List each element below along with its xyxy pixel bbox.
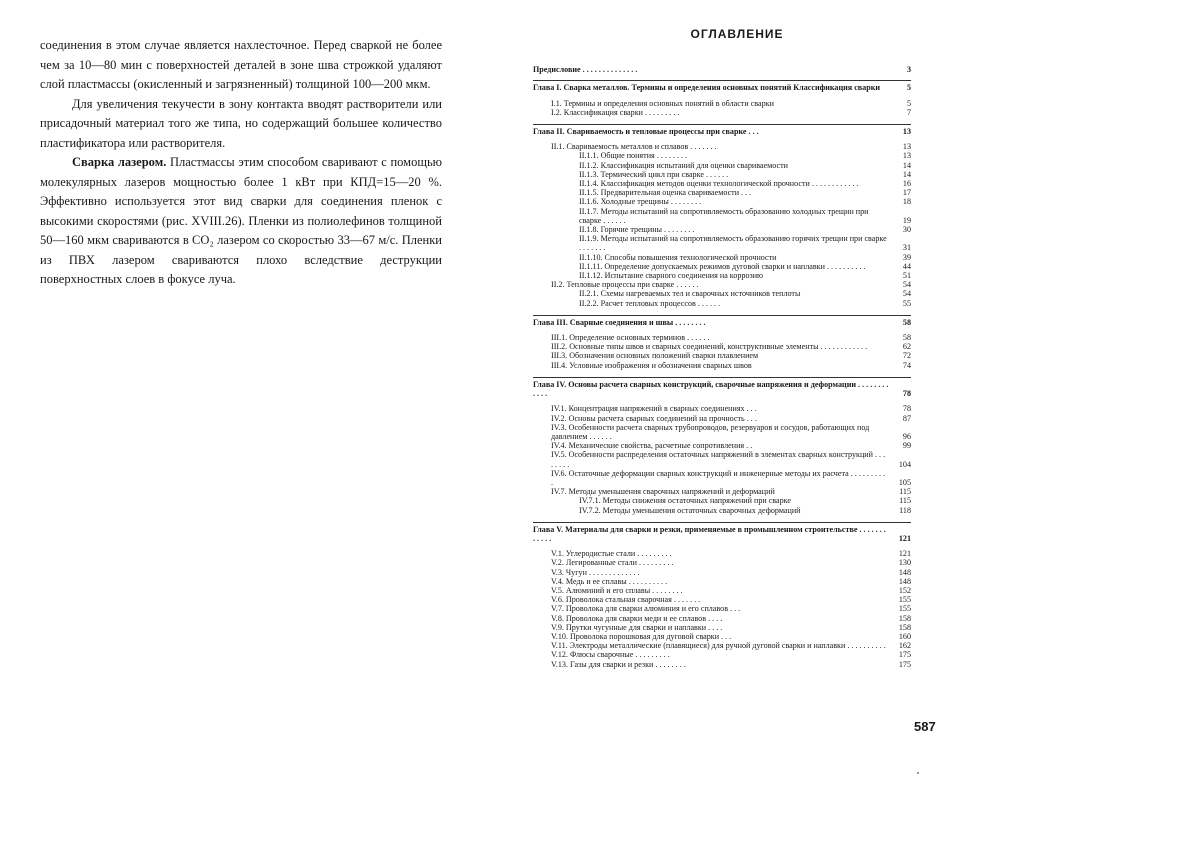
toc-item-page: 7 [906, 107, 911, 117]
toc-item-title: I.1. Термины и определения основных понятий в области сварки [551, 98, 774, 108]
toc-chapter-page: 121 [898, 533, 911, 543]
toc-item-page: 30 [902, 225, 911, 235]
toc-item-title: II.1.1. Общие понятия . . . . . . . . [579, 151, 688, 161]
toc-item-title: III.1. Определение основных терминов . . . . . . [551, 333, 710, 343]
toc-item-title: II.1.7. Методы испытаний на сопротивляемость образованию холодных трещин при сварке . . . . . . [579, 206, 869, 225]
toc-chapter-title: Глава V. Материалы для сварки и резки, применяемые в промышленном строительстве . . . . . . . . . . . . [533, 524, 886, 543]
toc-item [533, 558, 911, 567]
toc-item-page: 158 [898, 622, 911, 632]
toc-item-page: 14 [902, 169, 911, 179]
toc-item-page: 175 [898, 650, 911, 660]
toc-item-title: II.1.6. Холодные трещины . . . . . . . . [579, 197, 702, 207]
toc-chapter [533, 377, 911, 398]
toc-item [533, 299, 911, 308]
toc-item-title: IV.7.1. Методы снижения остаточных напряжений при сварке [579, 496, 791, 506]
toc-item-page: 105 [898, 477, 911, 487]
toc-item-page: 14 [902, 160, 911, 170]
toc-item-title: II.1.11. Определение допускаемых режимов дуговой сварки и наплавки . . . . . . . . . . [579, 261, 866, 271]
toc-title: ОГЛАВЛЕНИЕ [690, 27, 784, 41]
toc-item [533, 641, 911, 650]
toc-item-title: IV.1. Концентрация напряжений в сварных соединениях . . . [551, 404, 757, 414]
toc-item [533, 660, 911, 669]
toc-item [533, 614, 911, 623]
toc-chapter-page: 58 [902, 317, 911, 327]
toc-chapter-title: Глава I. Сварка металлов. Термины и определения основных понятий Классификация сварки [533, 83, 881, 93]
toc-item-page: 121 [898, 549, 911, 559]
toc-item-page: 99 [902, 441, 911, 451]
toc-item [533, 197, 911, 206]
toc-item-page: 115 [899, 487, 911, 497]
toc-chapter [533, 124, 911, 136]
toc-item [533, 289, 911, 298]
toc-item [533, 549, 911, 558]
toc-item [533, 342, 911, 351]
toc-item-title: II.1.8. Горячие трещины . . . . . . . . [579, 225, 695, 235]
toc-item-title: II.1.5. Предварительная оценка свариваемости . . . [579, 188, 752, 198]
toc-item [533, 333, 911, 342]
toc-item [533, 280, 911, 289]
paragraph: Для увеличения текучести в зону контакта вводят растворители или присадочный материал того же типа, но содержащий большее количество пластификатора или растворителя. [40, 96, 442, 150]
toc-item-page: 152 [898, 585, 911, 595]
toc-item [533, 450, 911, 468]
toc-item [533, 595, 911, 604]
toc-item [533, 262, 911, 271]
toc-item-title: V.5. Алюминий и его сплавы . . . . . . . . [551, 585, 683, 595]
toc-item [533, 151, 911, 160]
toc-item [533, 225, 911, 234]
toc-item-page: 31 [902, 243, 911, 253]
laser-heading: Сварка лазером. [72, 155, 167, 169]
toc-item [533, 188, 911, 197]
toc-chapters [533, 80, 911, 671]
toc-item-title: II.2.2. Расчет тепловых процессов . . . . . . [579, 298, 721, 308]
toc-chapter-page: 78 [902, 389, 911, 399]
toc-item [533, 108, 911, 117]
toc-item-title: III.2. Основные типы швов и сварных соединений, конструктивные элементы . . . . . . . . . . . . [551, 342, 868, 352]
toc-item [533, 161, 911, 170]
toc-item-page: 62 [902, 342, 911, 352]
toc-chapter-title: Глава III. Сварные соединения и швы . . . . . . . . [533, 317, 706, 327]
toc-item-page: 162 [898, 641, 911, 651]
toc-item [533, 650, 911, 659]
toc-item-title: IV.4. Механические свойства, расчетные сопротивления . . [551, 441, 753, 451]
toc-item-page: 74 [902, 360, 911, 370]
toc-item-page: 87 [902, 413, 911, 423]
toc-item [533, 632, 911, 641]
toc-item-title: V.8. Проволока для сварки меди и ее сплавов . . . . [551, 613, 723, 623]
toc-item [533, 623, 911, 632]
toc-item-page: 5 [906, 98, 911, 108]
toc-item-title: V.10. Проволока порошковая для дуговой сварки . . . [551, 631, 732, 641]
toc-item-title: V.3. Чугун . . . . . . . . . . . . . [551, 567, 640, 577]
toc-item [533, 207, 911, 225]
toc-item-title: V.11. Электроды металлические (плавящиеся) для ручной дуговой сварки и наплавки . . . . . . . . . . [551, 641, 886, 651]
toc-item [533, 253, 911, 262]
toc-item-page: 78 [902, 404, 911, 414]
toc-item-title: II.2.1. Схемы нагреваемых тел и сварочных источников теплоты [579, 289, 801, 299]
toc-item [533, 496, 911, 505]
laser-paragraph [40, 153, 442, 290]
toc-item [533, 577, 911, 586]
toc-item-page: 130 [898, 558, 911, 568]
toc-item-title: V.4. Медь и ее сплавы . . . . . . . . . . [551, 576, 668, 586]
toc-item-page: 148 [898, 576, 911, 586]
toc-item-page: 175 [898, 659, 911, 669]
toc-item-page: 19 [902, 215, 911, 225]
toc-spacer [533, 669, 911, 672]
toc-spacer [533, 370, 911, 373]
toc-item-title: II.1. Свариваемость металлов и сплавов . . . . . . . [551, 142, 717, 152]
toc-item-page: 39 [902, 252, 911, 262]
toc-item-title: III.4. Условные изображения и обозначения сварных швов [551, 360, 752, 370]
toc-item [533, 414, 911, 423]
toc-item-page: 16 [902, 179, 911, 189]
paragraph: соединения в этом случае является нахлесточное. Перед сваркой не более чем за 10—80 мин с поверхностей деталей в зоне шва строжкой удаляют слой пластмассы (окисленный и загрязненный) толщиной 100—200 мкм. [40, 38, 442, 91]
toc-preface-title: Предисловие . . . . . . . . . . . . . . [533, 65, 638, 75]
toc-item [533, 423, 911, 441]
toc-item-page: 155 [898, 604, 911, 614]
toc-item-page: 54 [902, 280, 911, 290]
toc-item [533, 179, 911, 188]
toc-spacer [533, 515, 911, 518]
toc-item-title: V.13. Газы для сварки и резки . . . . . . . . [551, 659, 686, 669]
toc-preface-page: 3 [906, 65, 911, 75]
toc-item-title: II.2. Тепловые процессы при сварке . . . . . . [551, 280, 699, 290]
toc-spacer [533, 308, 911, 311]
toc-item-title: IV.7. Методы уменьшения сварочных напряжений и деформаций [551, 487, 775, 497]
toc-item-title: V.12. Флюсы сварочные . . . . . . . . . [551, 650, 670, 660]
toc-item-title: V.1. Углеродистые стали . . . . . . . . . [551, 549, 672, 559]
toc-chapter [533, 522, 911, 543]
laser-text: Пластмассы этим способом сваривают с помощью молекулярных лазеров мощностью более 1 кВт при КПД=15—20 %. Эффективно используется этот вид сварки для соединения пленок с высокими скоростями (рис. XVIII.26). Пленки из полиолефинов толщиной 50—160 мкм свариваются в CO₂ лазером со скоростью 33—67 м/с. Пленки из ПВХ лазером свариваются плохо вследствие деструкции поверхностных слоев в фокусе луча. [40, 155, 442, 286]
toc-item [533, 361, 911, 370]
toc-item-page: 148 [898, 567, 911, 577]
toc-item-title: II.1.2. Классификация испытаний для оценки свариваемости [579, 160, 788, 170]
toc-item [533, 506, 911, 515]
toc-item [533, 99, 911, 108]
toc-item-page: 155 [898, 595, 911, 605]
toc-item [533, 404, 911, 413]
toc-item-page: 54 [902, 289, 911, 299]
toc-item-page: 104 [898, 459, 911, 469]
toc-item-page: 51 [902, 271, 911, 281]
toc-item-title: III.3. Обозначения основных положений сварки плавлением [551, 351, 759, 361]
left-page-text [40, 36, 442, 290]
toc-item [533, 469, 911, 487]
toc-item-title: II.1.9. Методы испытаний на сопротивляемость образованию горячих трещин при сварке . . . . . . . [579, 234, 887, 253]
toc-chapter-title: Глава II. Свариваемость и тепловые процессы при сварке . . . [533, 127, 759, 137]
toc-item-page: 55 [902, 298, 911, 308]
toc-item [533, 234, 911, 252]
toc-item [533, 604, 911, 613]
toc-item-title: II.1.10. Способы повышения технологической прочности [579, 252, 777, 262]
toc-item-title: V.2. Легированные стали . . . . . . . . . [551, 558, 674, 568]
toc-item-title: IV.5. Особенности распределения остаточных напряжений в элементах сварных конструкций . . . . . . . . [551, 450, 886, 469]
toc-item [533, 441, 911, 450]
toc-item [533, 142, 911, 151]
toc-item-page: 13 [902, 151, 911, 161]
toc-item-page: 13 [902, 142, 911, 152]
scan-speck [917, 772, 919, 774]
toc-item-title: V.7. Проволока для сварки алюминия и его сплавов . . . [551, 604, 741, 614]
toc-item-page: 17 [902, 188, 911, 198]
toc-item-page: 160 [898, 631, 911, 641]
toc-item-title: IV.2. Основы расчета сварных соединений на прочность . . . [551, 413, 757, 423]
toc-item-page: 44 [902, 261, 911, 271]
toc-item-page: 118 [899, 505, 911, 515]
toc-chapter [533, 80, 911, 92]
toc-item-title: I.2. Классификация сварки . . . . . . . . . [551, 107, 680, 117]
toc-item [533, 271, 911, 280]
toc-item-page: 58 [902, 333, 911, 343]
toc-item-title: V.9. Прутки чугунные для сварки и наплавки . . . . [551, 622, 723, 632]
toc-chapter [533, 315, 911, 327]
toc-item [533, 568, 911, 577]
toc-item-page: 96 [902, 431, 911, 441]
toc-chapter-page: 13 [902, 127, 911, 137]
toc-item [533, 351, 911, 360]
toc-preface [533, 63, 911, 74]
table-of-contents [533, 27, 911, 672]
toc-item-title: II.1.4. Классификация методов оценки технологической прочности . . . . . . . . . . . . [579, 179, 859, 189]
toc-chapter-page: 5 [906, 83, 911, 93]
toc-item-page: 72 [902, 351, 911, 361]
toc-item-title: V.6. Проволока стальная сварочная . . . . . . . [551, 595, 701, 605]
toc-item [533, 586, 911, 595]
toc-spacer [533, 117, 911, 120]
toc-item-page: 158 [898, 613, 911, 623]
toc-item [533, 170, 911, 179]
toc-item-title: IV.3. Особенности расчета сварных трубопроводов, резервуаров и сосудов, работающих под давлением . . . . . . [551, 422, 870, 441]
toc-item-title: II.1.3. Термический цикл при сварке . . . . . . [579, 169, 729, 179]
toc-item-page: 115 [899, 496, 911, 506]
toc-item-title: II.1.12. Испытание сварного соединения на коррозию [579, 271, 764, 281]
toc-item-page: 18 [902, 197, 911, 207]
toc-item [533, 487, 911, 496]
toc-item-title: IV.7.2. Методы уменьшения остаточных сварочных деформаций [579, 505, 801, 515]
toc-chapter-title: Глава IV. Основы расчета сварных конструкций, сварочные напряжения и деформации . . . . . . . . . . . . [533, 379, 889, 399]
toc-item-title: IV.6. Остаточные деформации сварных конструкций и инженерные методы их расчета . . . . . . . . . . [551, 468, 886, 487]
page-number: 587 [914, 719, 936, 734]
